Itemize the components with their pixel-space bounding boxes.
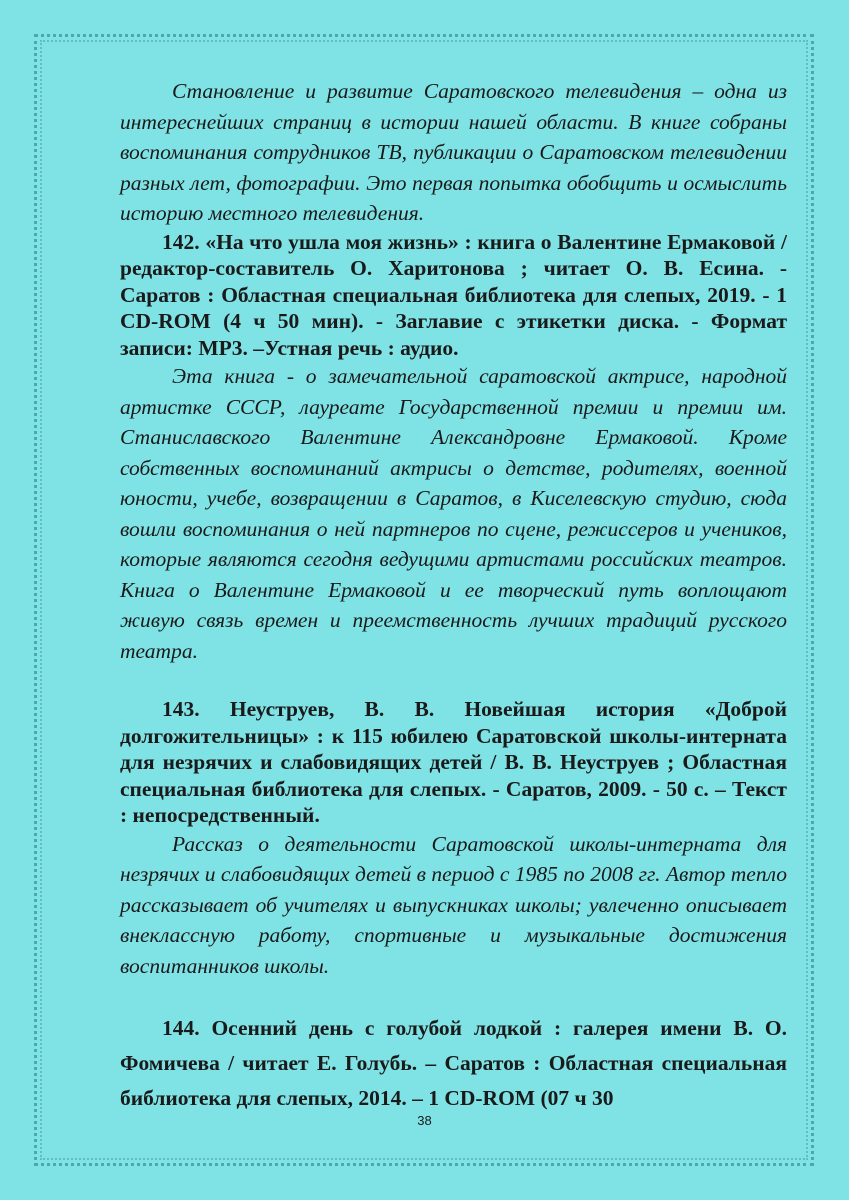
spacer — [120, 981, 787, 1011]
entry-144-citation: 144. Осенний день с голубой лодкой : галерея имени В. О. Фомичева / читает Е. Голубь. – Саратов : Областная специальная библиотека для слепых, 2014. – 1 CD-ROM (07 ч 30 — [120, 1016, 787, 1110]
page-content — [120, 76, 787, 1116]
entry-142-annotation: Эта книга - о замечательной саратовской актрисе, народной артистке СССР, лауреате Государственной премии и премии им. Станиславского Валентине Александровне Ермаковой. Кроме собственных воспоминаний актрисы о детстве, родителях, военной юности, учебе, возвращении в Саратов, в Киселевскую студию, сюда вошли воспоминания о ней партнеров по сцене, режиссеров и учеников, которые являются сегодня ведущими артистами российских театров. Книга о Валентине Ермаковой и ее творческий путь воплощают живую связь времен и преемственность лучших традиций русского театра. — [120, 364, 787, 663]
entry-143-citation: 143. Неуструев, В. В. Новейшая история «Доброй долгожительницы» : к 115 юбилею Саратовской школы-интерната для незрячих и слабовидящих детей / В. В. Неуструев ; Областная специальная библиотека для слепых. - Саратов, 2009. - 50 с. – Текст : непосредственный. — [120, 697, 787, 827]
entry-142-citation: 142. «На что ушла моя жизнь» : книга о Валентине Ермаковой / редактор-составитель О. Харитонова ; читает О. В. Есина. - Саратов : Областная специальная библиотека для слепых, 2019. - 1 CD-ROM (4 ч 50 мин). - Заглавие с этикетки диска. - Формат записи: MP3. –Устная речь : аудио. — [120, 229, 787, 360]
spacer — [120, 666, 787, 696]
page-number: 38 — [417, 1113, 432, 1128]
intro-annotation: Становление и развитие Саратовского телевидения – одна из интереснейших страниц в истории нашей области. В книге собраны воспоминания сотрудников ТВ, публикации о Саратовском телевидении разных лет, фотографии. Это первая попытка обобщить и осмыслить историю местного телевидения. — [120, 79, 787, 225]
entry-143-annotation: Рассказ о деятельности Саратовской школы-интерната для незрячих и слабовидящих детей в период с 1985 по 2008 гг. Автор тепло рассказывает об учителях и выпускниках школы; увлеченно описывает внеклассную работу, спортивные и музыкальные достижения воспитанников школы. — [120, 831, 787, 978]
